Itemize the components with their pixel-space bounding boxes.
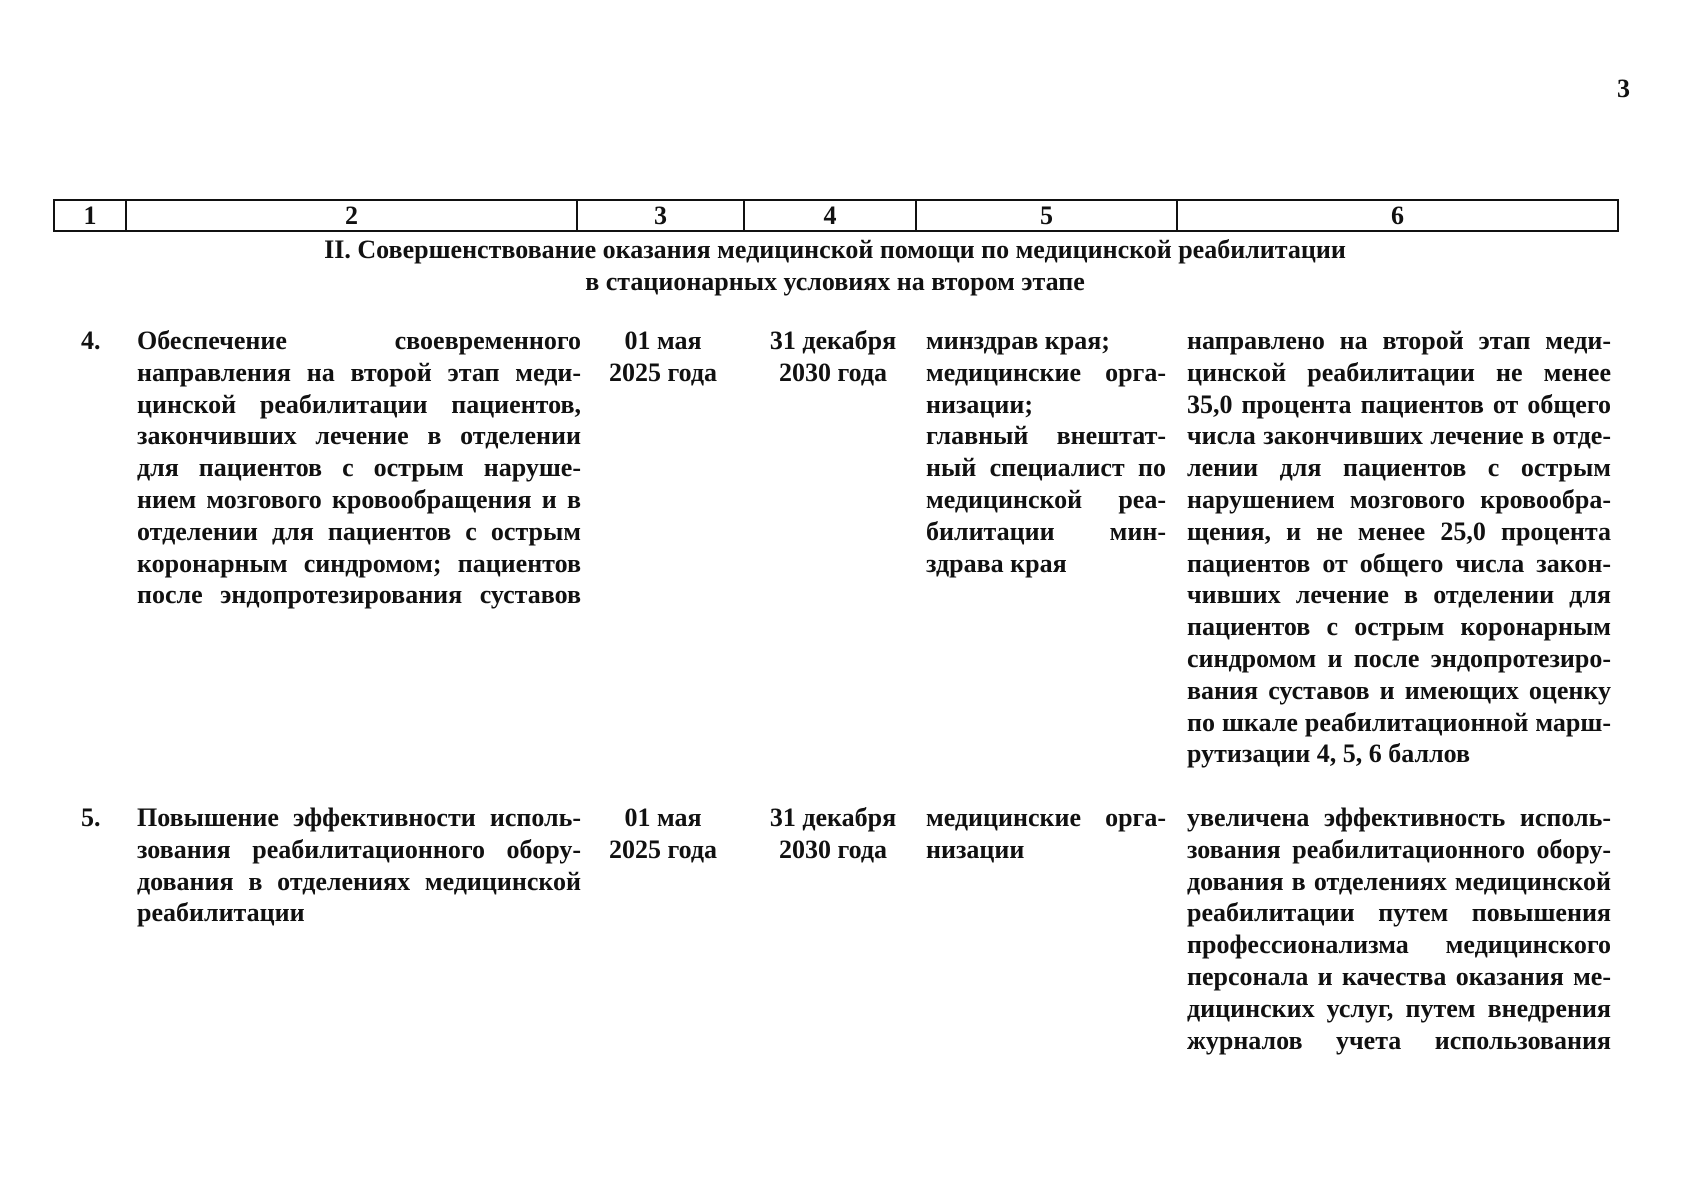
result-line: пациентов от общего числа закон- — [1187, 548, 1611, 578]
result-line: по шкале реабилитационной марш- — [1187, 707, 1611, 737]
start-date-line: 01 мая — [624, 326, 702, 355]
column-number-3: 3 — [577, 200, 744, 231]
page-number: 3 — [1617, 74, 1630, 103]
result-line: лении для пациентов с острым — [1187, 453, 1611, 483]
end-date-line: 2030 года — [778, 357, 888, 387]
responsible-executors — [926, 802, 1166, 866]
description-line: направления на второй этап меди- — [137, 357, 581, 387]
row-number: 4. — [81, 326, 101, 355]
responsible-line: медицинской реа- — [926, 484, 1166, 514]
description-line: отделении для пациентов с острым — [137, 516, 581, 546]
description-line: зования реабилитационного обору- — [137, 834, 581, 864]
end-date — [759, 802, 907, 866]
end-date — [759, 325, 907, 389]
description-line: цинской реабилитации пациентов, — [137, 389, 581, 419]
end-date-line: 2030 года — [778, 834, 888, 864]
section-title-line-2: в стационарных условиях на втором этапе — [585, 267, 1085, 296]
responsible-line: главный внештат- — [926, 421, 1166, 451]
expected-result — [1187, 325, 1611, 770]
responsible-line: билитации мин- — [926, 516, 1166, 546]
column-number-5: 5 — [916, 200, 1177, 231]
result-line: нарушением мозгового кровообра- — [1187, 484, 1611, 514]
result-line: зования реабилитационного обору- — [1187, 834, 1611, 864]
result-line: цинской реабилитации не менее — [1187, 357, 1611, 387]
start-date-line: 01 мая — [624, 803, 702, 832]
result-line: числа закончивших лечение в отде- — [1187, 421, 1611, 451]
result-line: персонала и качества оказания ме- — [1187, 961, 1611, 991]
description-line: дования в отделениях медицинской — [137, 866, 581, 896]
description-line: реабилитации — [137, 898, 305, 928]
description-line: Повышение эффективности исполь- — [137, 803, 581, 832]
result-line: дования в отделениях медицинской — [1187, 866, 1611, 896]
result-line: синдромом и после эндопротезиро- — [1187, 643, 1611, 673]
section-title-line-1: II. Совершенствование оказания медицинской помощи по медицинской реабилитации — [324, 235, 1346, 264]
result-line: реабилитации путем повышения — [1187, 898, 1611, 928]
responsible-line: ный специалист по — [926, 453, 1166, 483]
column-number-header — [53, 199, 1619, 232]
start-date — [593, 802, 733, 866]
responsible-line: минздрав края; — [926, 326, 1110, 355]
result-line: пациентов с острым коронарным — [1187, 612, 1611, 642]
description-line: закончивших лечение в отделении — [137, 421, 581, 451]
expected-result — [1187, 802, 1611, 1056]
start-date-line: 2025 года — [608, 834, 718, 864]
result-line: увеличена эффективность исполь- — [1187, 803, 1611, 832]
end-date-line: 31 декабря — [769, 803, 897, 832]
description-line: коронарным синдромом; пациентов — [137, 548, 581, 578]
result-line: дицинских услуг, путем внедрения — [1187, 993, 1611, 1023]
responsible-line: медицинские орга- — [926, 357, 1166, 387]
description-line: после эндопротезирования суставов — [137, 580, 581, 610]
result-line: 35,0 процента пациентов от общего — [1187, 389, 1611, 419]
start-date-line: 2025 года — [608, 357, 718, 387]
activity-description — [137, 802, 581, 929]
result-line: щения, и не менее 25,0 процента — [1187, 516, 1611, 546]
result-line: направлено на второй этап меди- — [1187, 326, 1611, 355]
end-date-line: 31 декабря — [769, 326, 897, 355]
description-line: Обеспечение своевременного — [137, 326, 581, 355]
result-line: журналов учета использования — [1187, 1025, 1611, 1055]
responsible-line: низации — [926, 834, 1025, 864]
column-number-1: 1 — [54, 200, 126, 231]
description-line: нием мозгового кровообращения и в — [137, 484, 581, 514]
responsible-line: низации; — [926, 389, 1034, 419]
column-number-4: 4 — [744, 200, 916, 231]
result-line: рутизации 4, 5, 6 баллов — [1187, 739, 1471, 769]
result-line: вания суставов и имеющих оценку — [1187, 675, 1611, 705]
responsible-executors — [926, 325, 1166, 579]
column-number-2: 2 — [126, 200, 577, 231]
description-line: для пациентов с острым наруше- — [137, 453, 581, 483]
section-title — [53, 234, 1617, 298]
start-date — [593, 325, 733, 389]
result-line: профессионализма медицинского — [1187, 930, 1611, 960]
column-number-6: 6 — [1177, 200, 1618, 231]
responsible-line: здрава края — [926, 548, 1067, 578]
activity-description — [137, 325, 581, 611]
row-number: 5. — [81, 803, 101, 832]
result-line: чивших лечение в отделении для — [1187, 580, 1611, 610]
responsible-line: медицинские орга- — [926, 803, 1166, 832]
